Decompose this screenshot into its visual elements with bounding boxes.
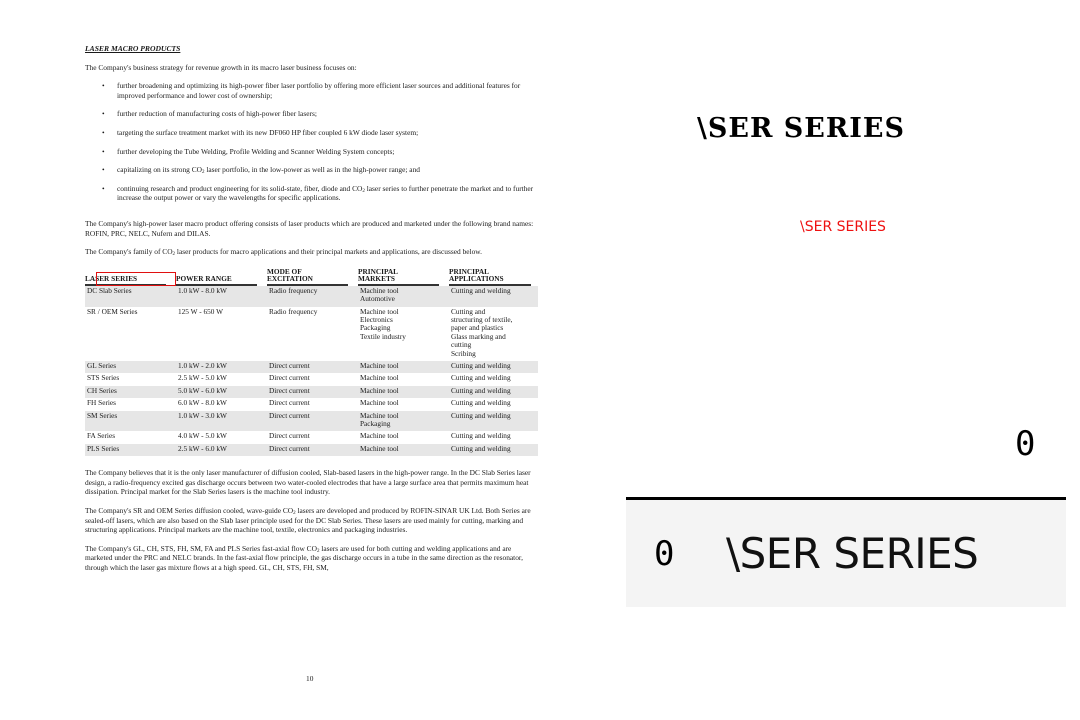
slab-paragraph: The Company believes that it is the only laser manufacturer of diffusion cooled, Slab-based lasers in the high-power range. In the DC Slab Series laser design, a radio-frequency excited gas discharge occurs between two water-cooled electrodes that have a large surface area that permits maximum heat dissipation. Principal market for the Slab Series lasers is the machine tool industry. — [85, 468, 531, 497]
table-row — [85, 444, 538, 456]
cell-markets: Machine tool Packaging — [360, 410, 399, 428]
cell-markets: Machine tool Automotive — [360, 285, 399, 304]
cell-applications: Cutting and welding — [451, 360, 511, 370]
cell-power-range: 6.0 kW - 8.0 kW — [178, 398, 227, 408]
bullet-icon: • — [102, 81, 105, 91]
bullet-text: further reduction of manufacturing costs of high-power fiber lasers; — [117, 109, 317, 119]
header-principal-markets: PRINCIPAL MARKETS — [358, 268, 439, 286]
document-page — [85, 44, 540, 582]
cell-excitation: Direct current — [269, 443, 310, 453]
header-power-range: POWER RANGE — [176, 275, 257, 286]
bullet-item — [85, 81, 540, 100]
cell-applications: Cutting and welding — [451, 385, 511, 395]
table-row — [85, 386, 538, 398]
cell-series: CH Series — [87, 385, 117, 395]
cell-power-range: 1.0 kW - 3.0 kW — [178, 410, 227, 420]
section-title: LASER MACRO PRODUCTS — [85, 44, 181, 53]
bullet-text: continuing research and product engineering for its solid-state, fiber, diode and $CO_2$ laser series to further penetrate the market and to further increase the output power or vary the wavelengths for specific applications. — [117, 183, 534, 203]
family-paragraph: The Company's family of $CO_2$ laser products for macro applications and their principal markets and applications, are discussed below. — [85, 247, 482, 258]
laser-products-table — [85, 266, 538, 457]
bullet-text: capitalizing on its strong $CO_2$ laser portfolio, in the low-power as well as in the high-power range; and — [117, 165, 420, 176]
brands-paragraph: The Company's high-power laser macro product offering consists of laser products which are produced and marketed under the following brand names: ROFIN, PRC, NELC, Nufern and DILAS. — [85, 218, 534, 238]
cell-power-range: 4.0 kW - 5.0 kW — [178, 431, 227, 441]
intro-paragraph: The Company's business strategy for revenue growth in its macro laser business focuses on: — [85, 62, 357, 72]
cell-power-range: 2.5 kW - 5.0 kW — [178, 373, 227, 383]
table-row — [85, 373, 538, 385]
cell-series: SR / OEM Series — [87, 306, 138, 316]
cell-applications: Cutting and welding — [451, 410, 511, 420]
bullet-icon: • — [102, 127, 105, 137]
table-row — [85, 286, 538, 307]
cell-applications: Cutting and welding — [451, 285, 511, 295]
dataframe-cell-preview — [626, 500, 1066, 607]
cell-markets: Machine tool — [360, 431, 399, 441]
table-row — [85, 307, 538, 361]
bullet-text: further developing the Tube Welding, Profile Welding and Scanner Welding System concepts; — [117, 146, 395, 156]
cell-excitation: Radio frequency — [269, 306, 318, 316]
header-principal-applications: PRINCIPAL APPLICATIONS — [449, 268, 531, 286]
bullet-text: targeting the surface treatment market with its new DF060 HP fiber coupled 6 kW diode laser system; — [117, 127, 419, 137]
cell-power-range: 1.0 kW - 8.0 kW — [178, 285, 227, 295]
cell-markets: Machine tool Electronics Packaging Textile industry — [360, 306, 406, 341]
ocr-result-text: \SER SERIES — [800, 219, 886, 235]
table-header-row — [85, 266, 538, 286]
table-row — [85, 431, 538, 443]
cell-markets: Machine tool — [360, 385, 399, 395]
table-row — [85, 411, 538, 432]
cell-series: GL Series — [87, 360, 117, 370]
table-row — [85, 361, 538, 373]
cell-applications: Cutting and structuring of textile, paper and plastics Glass marking and cutting Scribing — [451, 306, 513, 358]
fast-axial-paragraph: The Company's GL, CH, STS, FH, SM, FA and PLS Series fast-axial flow $CO_2$ lasers are used for both cutting and welding applications and are marketed under the PRC and NELC brands. In the fast-axial flow principle, the gas discharge occurs in a tube in the same direction as the resonator, through which the laser gas mixture flows at a high speed. GL, CH, STS, FH, SM, — [85, 543, 523, 572]
cell-power-range: 125 W - 650 W — [178, 306, 223, 316]
cell-applications: Cutting and welding — [451, 373, 511, 383]
row-index-label: 0 — [654, 534, 675, 574]
table-body — [85, 286, 538, 457]
cell-excitation: Radio frequency — [269, 285, 318, 295]
cell-value: \SER SERIES — [726, 529, 979, 578]
cell-markets: Machine tool — [360, 360, 399, 370]
cell-power-range: 1.0 kW - 2.0 kW — [178, 360, 227, 370]
bullet-item — [85, 147, 540, 157]
bullet-text: further broadening and optimizing its high-power fiber laser portfolio by offering more efficient laser sources and additional features for improved performance and lower cost of ownership; — [117, 81, 521, 100]
cell-series: STS Series — [87, 373, 120, 383]
sr-oem-paragraph: The Company's SR and OEM Series diffusion cooled, wave-guide $CO_2$ lasers are developed and produced by ROFIN-SINAR UK Ltd. Both Series are sealed-off lasers, which are also based on the Slab laser principle used for the DC Slab Series. These lasers are used mainly for cutting, marking and structuring applications. Principal markets are the machine tool, textile, electronics and packaging industries. — [85, 506, 531, 535]
cell-excitation: Direct current — [269, 410, 310, 420]
strategy-bullet-list — [85, 81, 540, 203]
bullet-icon: • — [102, 165, 105, 175]
cell-applications: Cutting and welding — [451, 398, 511, 408]
header-mode-of-excitation: MODE OF EXCITATION — [267, 268, 348, 286]
cell-series: FA Series — [87, 431, 116, 441]
cell-excitation: Direct current — [269, 385, 310, 395]
cell-power-range: 2.5 kW - 6.0 kW — [178, 443, 227, 453]
cell-excitation: Direct current — [269, 398, 310, 408]
cell-excitation: Direct current — [269, 431, 310, 441]
cell-markets: Machine tool — [360, 373, 399, 383]
table-row — [85, 398, 538, 410]
cell-applications: Cutting and welding — [451, 431, 511, 441]
bullet-icon: • — [102, 146, 105, 156]
page-number: 10 — [306, 674, 314, 683]
bullet-item — [85, 128, 540, 138]
bullet-icon: • — [102, 183, 105, 193]
cell-markets: Machine tool — [360, 443, 399, 453]
cell-excitation: Direct current — [269, 360, 310, 370]
header-laser-series: LASER SERIES — [85, 275, 166, 286]
cell-series: PLS Series — [87, 443, 120, 453]
cell-markets: Machine tool — [360, 398, 399, 408]
cell-applications: Cutting and welding — [451, 443, 511, 453]
cell-excitation: Direct current — [269, 373, 310, 383]
bullet-item — [85, 165, 540, 175]
bullet-item — [85, 184, 540, 203]
bullet-icon: • — [102, 109, 105, 119]
cell-series: SM Series — [87, 410, 118, 420]
zoomed-header-crop: \SER SERIES — [697, 113, 906, 144]
column-index-label: 0 — [1015, 424, 1036, 464]
cell-series: DC Slab Series — [87, 285, 132, 295]
cell-power-range: 5.0 kW - 6.0 kW — [178, 385, 227, 395]
bullet-item — [85, 109, 540, 119]
cell-series: FH Series — [87, 398, 116, 408]
